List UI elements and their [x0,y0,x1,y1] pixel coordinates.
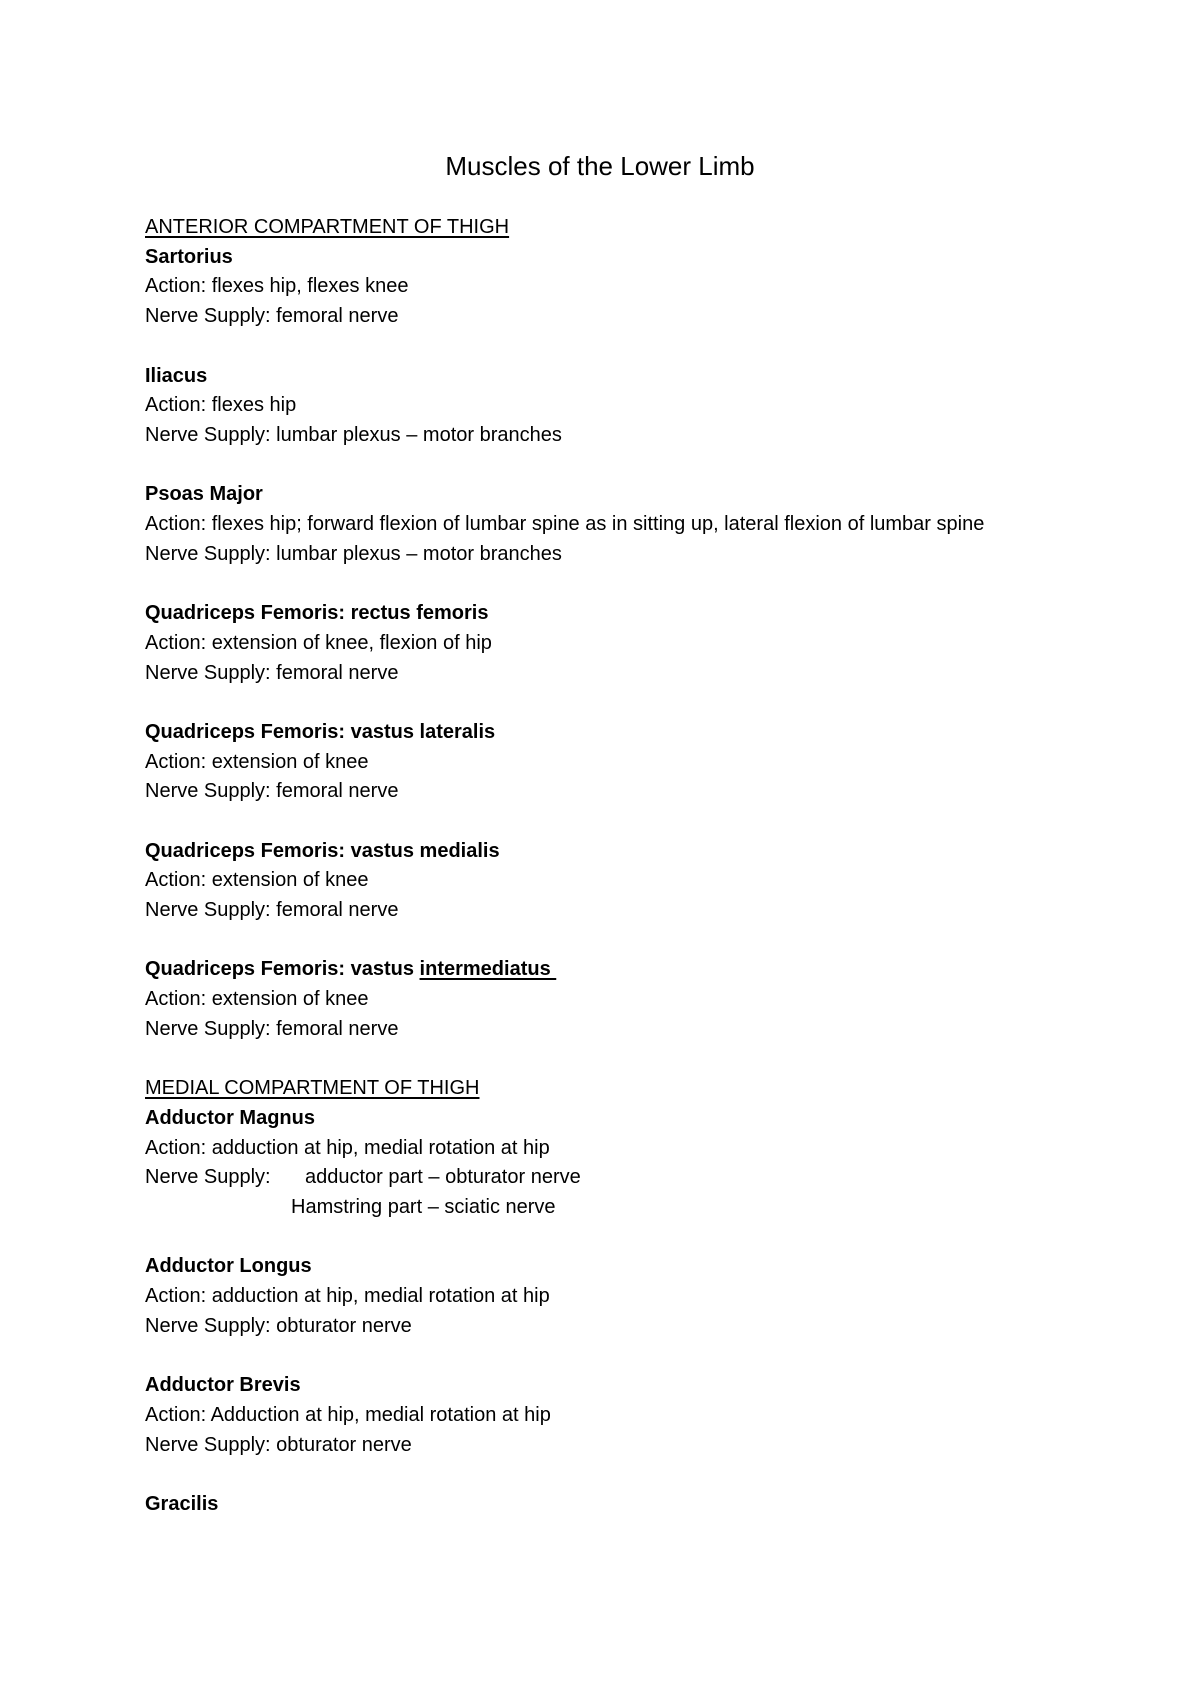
muscle-name: Quadriceps Femoris: vastus lateralis [145,720,496,743]
muscle-nerve-supply: Nerve Supply: lumbar plexus – motor branches [145,423,562,446]
muscle-name-underlined: intermediatus [419,958,557,981]
section-heading-anterior: ANTERIOR COMPARTMENT OF THIGH [145,216,510,238]
muscle-nerve-supply [145,1163,1045,1193]
muscle-action: Action: adduction at hip, medial rotation at hip [145,1136,550,1159]
muscle-name: Sartorius [145,245,233,268]
muscle-name: Adductor Magnus [145,1106,315,1129]
muscle-action: Action: flexes hip [145,394,297,417]
muscle-name: Adductor Brevis [145,1374,301,1397]
muscle-nerve-supply: Nerve Supply: obturator nerve [145,1433,412,1456]
muscle-name: Psoas Major [145,483,263,506]
muscle-name: Iliacus [145,364,208,387]
document-title: Muscles of the Lower Limb [445,151,755,181]
muscle-action: Action: extension of knee [145,988,369,1011]
muscle-nerve-supply-continuation [145,1193,1045,1223]
muscle-action: Action: flexes hip, flexes knee [145,275,409,298]
muscle-action: Action: extension of knee [145,750,369,773]
muscle-name-prefix: Quadriceps Femoris: vastus [145,958,420,981]
muscle-nerve-supply: Nerve Supply: lumbar plexus – motor branches [145,542,562,565]
muscle-action: Action: extension of knee [145,869,369,892]
muscle-name [145,955,1045,985]
muscle-nerve-supply: Nerve Supply: femoral nerve [145,899,399,922]
section-heading-medial: MEDIAL COMPARTMENT OF THIGH [145,1077,480,1100]
muscle-name: Quadriceps Femoris: rectus femoris [145,602,489,625]
muscle-name: Adductor Longus [145,1255,312,1278]
muscle-nerve-supply: Nerve Supply: femoral nerve [145,661,399,684]
muscle-action: Action: extension of knee, flexion of hip [145,631,492,654]
muscle-nerve-supply: Nerve Supply: femoral nerve [145,780,399,803]
muscle-name: Gracilis [145,1493,219,1516]
muscle-name: Quadriceps Femoris: vastus medialis [145,839,500,862]
nerve-supply-label: Nerve Supply: [145,1166,271,1189]
muscle-nerve-supply: Nerve Supply: femoral nerve [145,305,399,328]
nerve-supply-part-1: adductor part – obturator nerve [305,1166,581,1189]
nerve-supply-part-2: Hamstring part – sciatic nerve [291,1196,556,1219]
muscle-nerve-supply: Nerve Supply: femoral nerve [145,1017,399,1040]
muscle-action: Action: flexes hip; forward flexion of lumbar spine as in sitting up, lateral flexion of lumbar spine [145,513,985,535]
muscle-action: Action: adduction at hip, medial rotation at hip [145,1285,550,1308]
muscle-nerve-supply: Nerve Supply: obturator nerve [145,1314,412,1337]
document-body [145,213,1045,1520]
muscle-action: Action: Adduction at hip, medial rotation at hip [145,1403,551,1426]
